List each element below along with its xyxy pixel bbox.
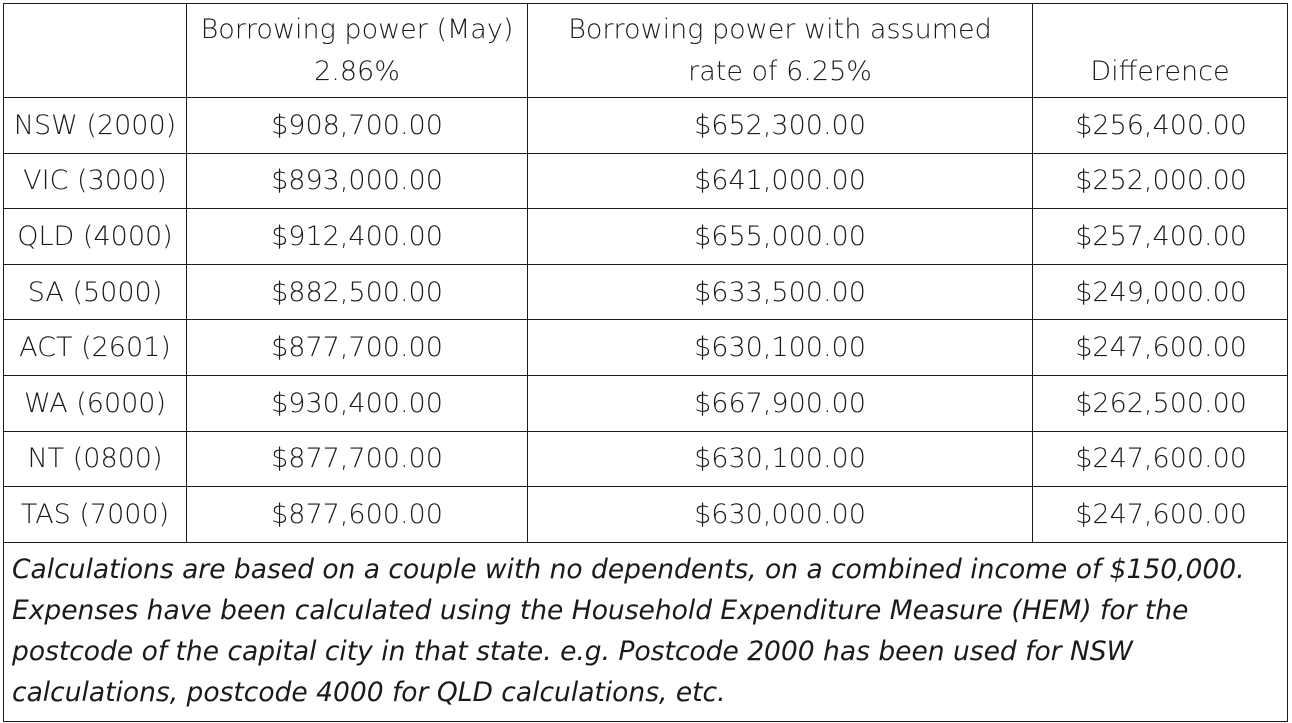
may-value-cell: $877,700.00	[187, 431, 528, 487]
assumed-value-cell: $667,900.00	[528, 375, 1033, 431]
note-line-1: Calculations are based on a couple with no dependents, on a combined income of $150,000.	[12, 553, 1245, 585]
header-assumed-line-2: rate of 6.25%	[688, 55, 872, 87]
assumed-value-cell: $630,000.00	[528, 487, 1033, 543]
table-row	[4, 431, 1288, 487]
header-assumed-cell	[528, 4, 1033, 98]
state-cell: SA (5000)	[4, 264, 187, 320]
assumed-value-cell: $652,300.00	[528, 98, 1033, 154]
header-row	[4, 4, 1288, 98]
state-cell: TAS (7000)	[4, 487, 187, 543]
table-row	[4, 153, 1288, 209]
calculation-note-cell	[4, 542, 1288, 721]
note-row	[4, 542, 1288, 721]
table-row	[4, 264, 1288, 320]
borrowing-power-table	[3, 3, 1288, 722]
difference-value-cell: $256,400.00	[1033, 98, 1288, 154]
difference-value-cell: $249,000.00	[1033, 264, 1288, 320]
header-may-cell	[187, 4, 528, 98]
assumed-value-cell: $630,100.00	[528, 431, 1033, 487]
note-line-4: calculations, postcode 4000 for QLD calculations, etc.	[12, 676, 726, 708]
difference-value-cell: $252,000.00	[1033, 153, 1288, 209]
table-row	[4, 487, 1288, 543]
table-row	[4, 375, 1288, 431]
state-cell: WA (6000)	[4, 375, 187, 431]
may-value-cell: $908,700.00	[187, 98, 528, 154]
table-row	[4, 209, 1288, 265]
assumed-value-cell: $641,000.00	[528, 153, 1033, 209]
difference-value-cell: $247,600.00	[1033, 431, 1288, 487]
state-cell: NT (0800)	[4, 431, 187, 487]
state-cell: NSW (2000)	[4, 98, 187, 154]
may-value-cell: $877,600.00	[187, 487, 528, 543]
table-row	[4, 98, 1288, 154]
may-value-cell: $877,700.00	[187, 320, 528, 376]
difference-value-cell: $247,600.00	[1033, 320, 1288, 376]
state-cell: ACT (2601)	[4, 320, 187, 376]
note-line-2: Expenses have been calculated using the Household Expenditure Measure (HEM) for the	[12, 594, 1189, 626]
may-value-cell: $912,400.00	[187, 209, 528, 265]
assumed-value-cell: $655,000.00	[528, 209, 1033, 265]
header-may-line-1: Borrowing power (May)	[200, 13, 514, 45]
header-may-line-2: 2.86%	[314, 55, 400, 87]
difference-value-cell: $257,400.00	[1033, 209, 1288, 265]
state-cell: QLD (4000)	[4, 209, 187, 265]
may-value-cell: $893,000.00	[187, 153, 528, 209]
borrowing-power-table-container	[3, 3, 1287, 718]
difference-value-cell: $247,600.00	[1033, 487, 1288, 543]
may-value-cell: $882,500.00	[187, 264, 528, 320]
assumed-value-cell: $630,100.00	[528, 320, 1033, 376]
difference-value-cell: $262,500.00	[1033, 375, 1288, 431]
assumed-value-cell: $633,500.00	[528, 264, 1033, 320]
table-row	[4, 320, 1288, 376]
may-value-cell: $930,400.00	[187, 375, 528, 431]
state-cell: VIC (3000)	[4, 153, 187, 209]
header-difference-cell	[1033, 4, 1288, 98]
header-assumed-line-1: Borrowing power with assumed	[568, 13, 992, 45]
header-difference-label: Difference	[1090, 56, 1230, 87]
note-line-3: postcode of the capital city in that state. e.g. Postcode 2000 has been used for NSW	[12, 635, 1133, 667]
header-state-cell	[4, 4, 187, 98]
